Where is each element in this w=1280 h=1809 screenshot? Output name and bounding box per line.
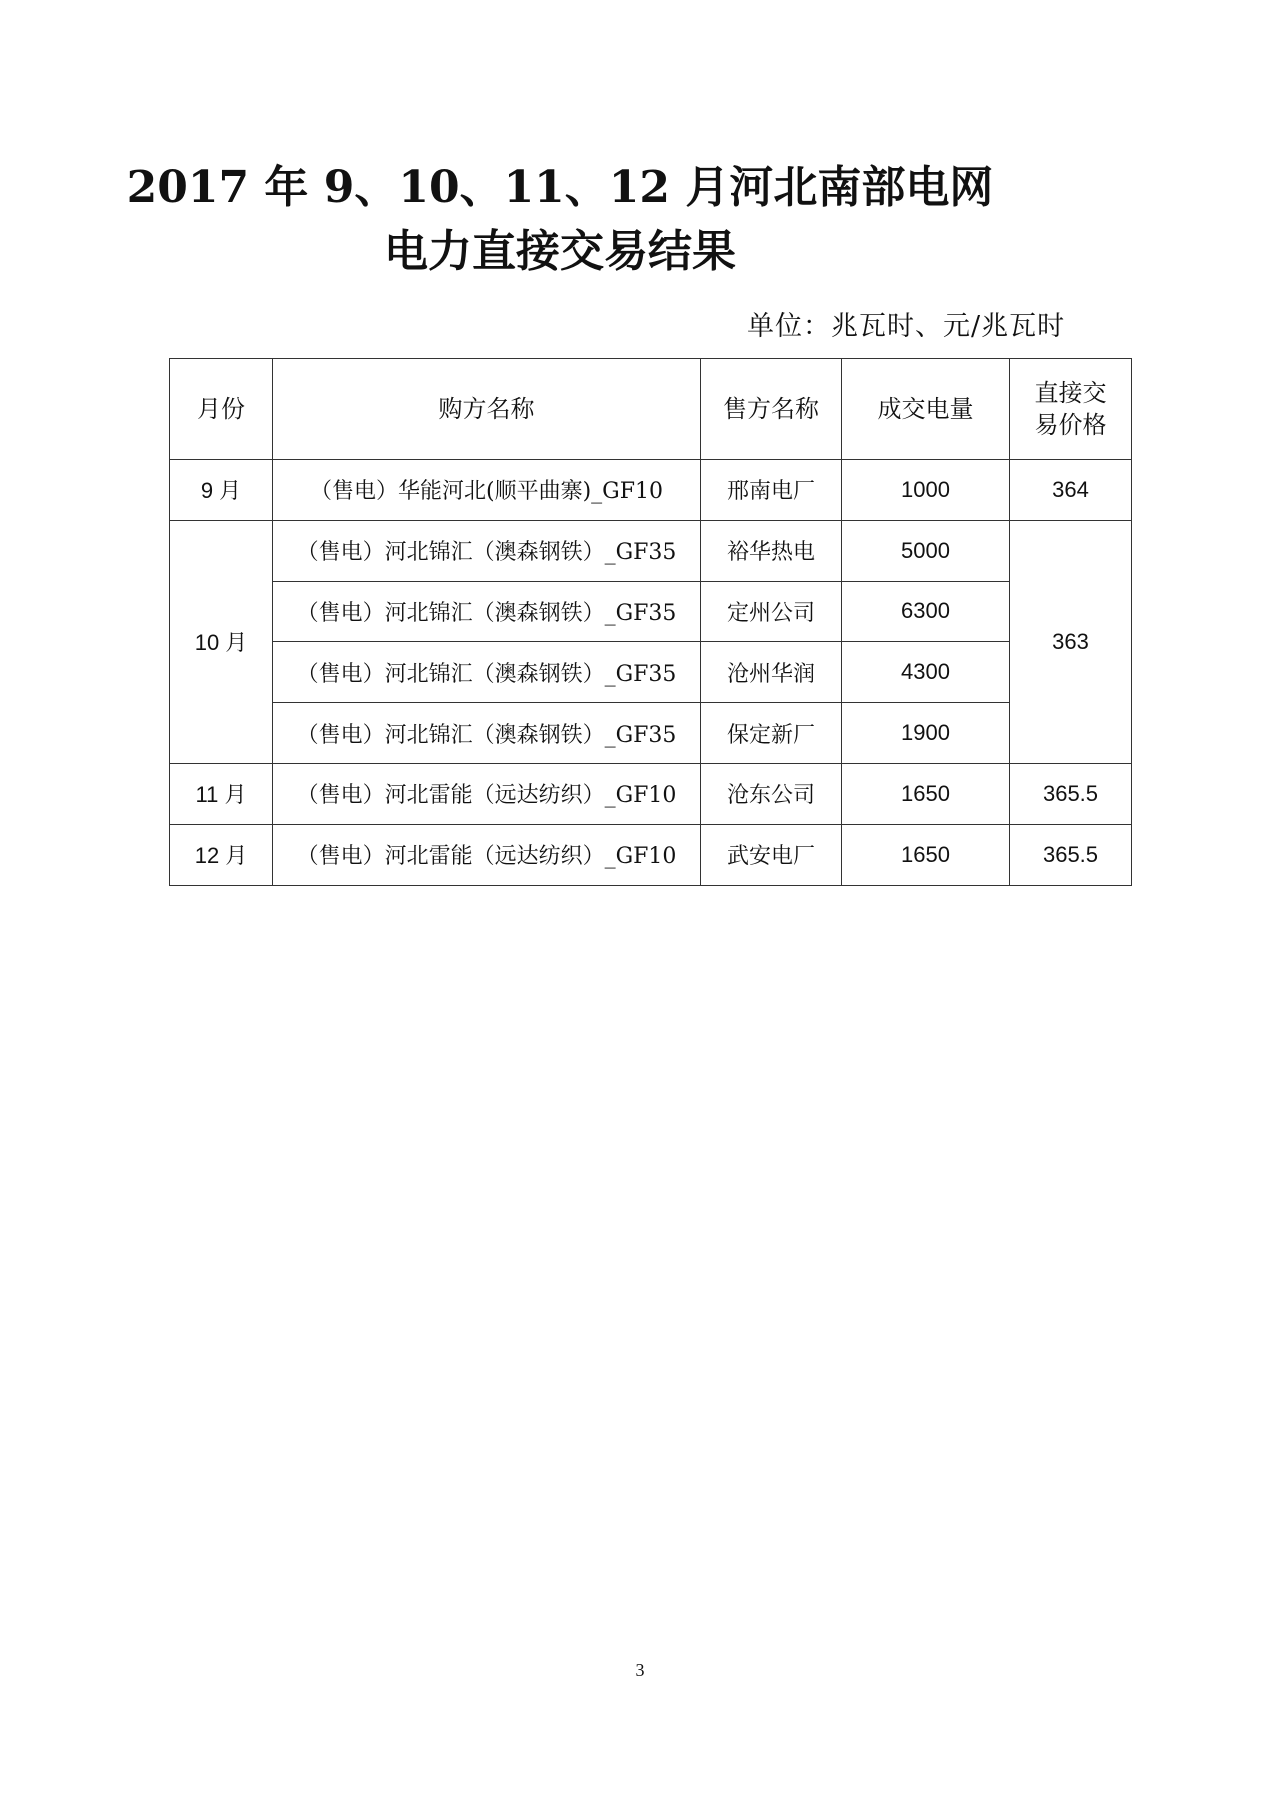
volume-cell: 1650 — [842, 824, 1010, 885]
seller-cell: 保定新厂 — [701, 703, 842, 764]
header-buyer: 购方名称 — [273, 359, 701, 460]
volume-cell: 1900 — [842, 703, 1010, 764]
buyer-cell: （售电）河北锦汇（澳森钢铁）_GF35 — [273, 520, 701, 581]
table-row — [170, 520, 1132, 581]
page-number: 3 — [635, 1660, 645, 1680]
buyer-cell: （售电）河北雷能（远达纺织）_GF10 — [273, 824, 701, 885]
seller-cell: 沧东公司 — [701, 763, 842, 824]
table-row — [170, 642, 1132, 703]
seller-cell: 裕华热电 — [701, 520, 842, 581]
buyer-cell: （售电）河北锦汇（澳森钢铁）_GF35 — [273, 642, 701, 703]
seller-cell: 定州公司 — [701, 581, 842, 642]
volume-cell: 6300 — [842, 581, 1010, 642]
table-row — [170, 763, 1132, 824]
table-row — [170, 824, 1132, 885]
header-seller: 售方名称 — [701, 359, 842, 460]
buyer-cell: （售电）河北雷能（远达纺织）_GF10 — [273, 763, 701, 824]
seller-cell: 沧州华润 — [701, 642, 842, 703]
unit-note: 单位：兆瓦时、元/兆瓦时 — [747, 311, 1066, 342]
buyer-cell: （售电）华能河北(顺平曲寨)_GF10 — [273, 460, 701, 521]
volume-cell: 4300 — [842, 642, 1010, 703]
volume-cell: 1650 — [842, 763, 1010, 824]
table-row — [170, 581, 1132, 642]
table-row — [170, 460, 1132, 521]
seller-cell: 邢南电厂 — [701, 460, 842, 521]
volume-cell: 5000 — [842, 520, 1010, 581]
header-month: 月份 — [170, 359, 273, 460]
price-cell: 363 — [1010, 520, 1132, 763]
table-header-row — [170, 359, 1132, 460]
month-cell: 11 月 — [170, 763, 273, 824]
month-cell: 10 月 — [170, 520, 273, 763]
header-price-line1: 直接交 — [1034, 379, 1107, 407]
volume-cell: 1000 — [842, 460, 1010, 521]
price-cell: 365.5 — [1010, 763, 1132, 824]
header-price-line2: 易价格 — [1034, 411, 1107, 439]
month-cell: 9 月 — [170, 460, 273, 521]
seller-cell: 武安电厂 — [701, 824, 842, 885]
price-cell: 364 — [1010, 460, 1132, 521]
header-price — [1010, 359, 1132, 460]
trade-results-table — [169, 358, 1132, 886]
price-cell: 365.5 — [1010, 824, 1132, 885]
header-volume: 成交电量 — [842, 359, 1010, 460]
table-row — [170, 703, 1132, 764]
buyer-cell: （售电）河北锦汇（澳森钢铁）_GF35 — [273, 581, 701, 642]
month-cell: 12 月 — [170, 824, 273, 885]
document-title-line1: 2017 年 9、10、11、12 月河北南部电网 — [126, 162, 994, 213]
buyer-cell: （售电）河北锦汇（澳森钢铁）_GF35 — [273, 703, 701, 764]
document-title-line2: 电力直接交易结果 — [384, 226, 736, 277]
